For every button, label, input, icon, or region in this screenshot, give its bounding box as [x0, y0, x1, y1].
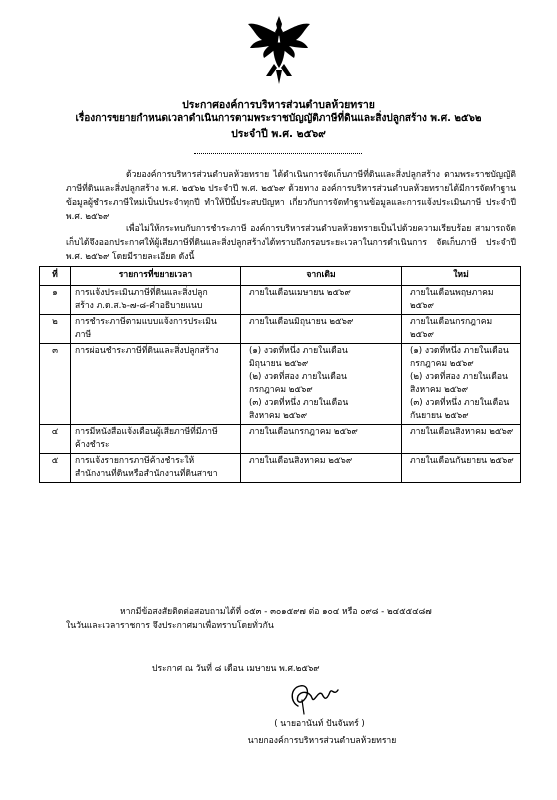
header-no: ที่ — [40, 267, 71, 286]
row-to: ภายในเดือนสิงหาคม ๒๕๖๙ — [402, 425, 521, 454]
row-item: การผ่อนชำระภาษีที่ดินและสิ่งปลูกสร้าง — [71, 344, 241, 425]
header-to: ใหม่ — [402, 267, 521, 286]
row-from: ภายในเดือนกรกฎาคม ๒๕๖๙ — [241, 425, 402, 454]
row-to: ภายในเดือนกันยายน ๒๕๖๙ — [402, 454, 521, 483]
row-from: ภายในเดือนเมษายน ๒๕๖๙ — [241, 286, 402, 315]
announcement-subject: เรื่องการขยายกำหนดเวลาดำเนินการตามพระราชบัญญัติภาษีที่ดินและสิ่งปลูกสร้าง พ.ศ. ๒๕๖๒ — [75, 113, 482, 124]
row-no: ๑ — [40, 286, 71, 315]
handwritten-signature — [284, 680, 344, 716]
row-to: ภายในเดือนกรกฎาคม ๒๕๖๙ — [402, 315, 521, 344]
contact-info — [66, 605, 516, 633]
dotted-divider — [194, 153, 362, 154]
table-row — [40, 286, 521, 315]
body-paragraph-2: เพื่อไม่ให้กระทบกับการชำระภาษี องค์การบริหารส่วนตำบลห้วยทรายเป็นไปด้วยความเรียบร้อย สามารถจัดเก็บได้จึงออกประกาศให้ผู้เสียภาษีที่ดินและสิ่งปลูกสร้างได้ทราบถึงกรอบระยะเวลาในการดำเนินการ จัดเก็บภาษี ประจำปี พ.ศ. ๒๕๖๙ โดยมีรายละเอียด ดังนี้ — [66, 224, 516, 262]
row-from: ภายในเดือนสิงหาคม ๒๕๖๙ — [241, 454, 402, 483]
row-no: ๕ — [40, 454, 71, 483]
row-no: ๒ — [40, 315, 71, 344]
body-paragraph-1: ด้วยองค์การบริหารส่วนตำบลห้วยทราย ได้ดำเนินการจัดเก็บภาษีที่ดินและสิ่งปลูกสร้าง ตามพระราชบัญญัติภาษีที่ดินและสิ่งปลูกสร้าง พ.ศ. ๒๕๖๒ ประจำปี พ.ศ. ๒๕๖๙ ด้วยทาง องค์การบริหารส่วนตำบลห้วยทรายได้มีการจัดทำฐานข้อมูลผู้ชำระภาษีใหม่เป็นประจำทุกปี ทำให้ปีนี้ประสบปัญหา เกี่ยวกับการจัดทำฐานข้อมูลและการแจ้งประเมินภาษี ประจำปี พ.ศ. ๒๕๖๙ — [66, 170, 516, 222]
announcement-date: ประกาศ ณ วันที่ ๘ เดือน เมษายน พ.ศ.๒๕๖๙ — [152, 664, 320, 674]
row-to: ภายในเดือนพฤษภาคม ๒๕๖๙ — [402, 286, 521, 315]
row-item: การชำระภาษีตามแบบแจ้งการประเมิน ภาษี — [71, 315, 241, 344]
table-row — [40, 315, 521, 344]
contact-hours-line: ในวันและเวลาราชการ จึงประกาศมาเพื่อทราบโดยทั่วกัน — [66, 621, 274, 631]
signer-position: นายกองค์การบริหารส่วนตำบลห้วยทราย — [247, 736, 397, 746]
table-row — [40, 454, 521, 483]
schedule-table — [39, 266, 521, 483]
row-item: การแจ้งรายการภาษีค้างชำระให้ สำนักงานที่ดินหรือสำนักงานที่ดินสาขา — [71, 454, 241, 483]
announcement-year: ประจำปี พ.ศ. ๒๕๖๙ — [231, 128, 326, 140]
row-item: การมีหนังสือแจ้งเตือนผู้เสียภาษีที่มีภาษี ค้างชำระ — [71, 425, 241, 454]
row-item: การแจ้งประเมินภาษีที่ดินและสิ่งปลูก สร้าง ภ.ด.ส.๖-๗-๘-คำอธิบายแนบ — [71, 286, 241, 315]
announcement-title: ประกาศองค์การบริหารส่วนตำบลห้วยทราย — [182, 99, 375, 111]
table-header-row — [40, 267, 521, 286]
row-from: ภายในเดือนมิถุนายน ๒๕๖๙ — [241, 315, 402, 344]
header-from: จากเดิม — [241, 267, 402, 286]
row-to: (๑) งวดที่หนึ่ง ภายในเดือน กรกฎาคม ๒๕๖๙ (๒) งวดที่สอง ภายในเดือน สิงหาคม ๒๕๖๙ (๓) งวดที่หนึ่ง ภายในเดือน กันยายน ๒๕๖๙ — [402, 344, 521, 425]
garuda-emblem-icon — [244, 14, 314, 86]
table-row — [40, 344, 521, 425]
row-no: ๔ — [40, 425, 71, 454]
row-from: (๑) งวดที่หนึ่ง ภายในเดือน มิถุนายน ๒๕๖๙ (๒) งวดที่สอง ภายในเดือน กรกฎาคม ๒๕๖๙ (๓) งวดที่หนึ่ง ภายในเดือน สิงหาคม ๒๕๖๙ — [241, 344, 402, 425]
table-row — [40, 425, 521, 454]
signer-name: ( นายอานันท์ ปันจันทร์ ) — [274, 719, 365, 729]
contact-phone-line: หากมีข้อสงสัยติดต่อสอบถามได้ที่ ๐๕๓ - ๓๐๑๕๙๗ ต่อ ๑๐๔ หรือ ๐๙๘ - ๒๔๕๕๔๘๗ — [120, 607, 432, 617]
row-no: ๓ — [40, 344, 71, 425]
header-item: รายการที่ขยายเวลา — [71, 267, 241, 286]
